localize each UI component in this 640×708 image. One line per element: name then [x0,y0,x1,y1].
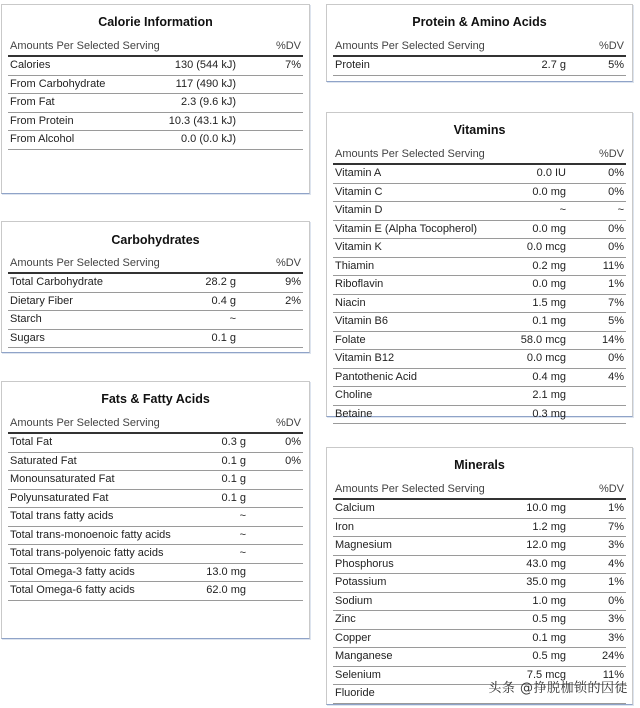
amounts-header: Amounts Per Selected Serving [8,254,238,273]
nutrient-name: Vitamin E (Alpha Tocopherol) [333,220,493,239]
nutrient-name: From Protein [8,112,148,131]
nutrient-name: Vitamin B12 [333,350,493,369]
nutrient-amount: 0.0 mcg [493,239,568,258]
nutrition-table [8,254,303,348]
table-header-row [8,414,303,433]
nutrient-dv [248,526,303,545]
nutrient-dv: 0% [568,183,626,202]
nutrient-name: Total trans fatty acids [8,508,178,527]
nutrient-name: Total Carbohydrate [8,273,158,292]
nutrient-amount: 0.0 mg [493,276,568,295]
nutrient-amount: 1.5 mg [493,294,568,313]
nutrient-amount: 58.0 mcg [493,331,568,350]
table-row [8,582,303,601]
nutrient-dv: 5% [568,56,626,75]
nutrient-name: Starch [8,311,158,330]
fats-panel [1,381,310,639]
nutrient-amount: 0.0 mg [493,183,568,202]
table-row [333,313,626,332]
nutrient-dv: 0% [248,433,303,452]
table-row [8,131,303,150]
table-row [333,555,626,574]
dv-header: %DV [238,254,303,273]
table-row [333,368,626,387]
table-row [8,94,303,113]
nutrient-name: Pantothenic Acid [333,368,493,387]
nutrient-dv: 11% [568,666,626,685]
nutrient-amount: 0.1 g [158,329,238,348]
table-header-row [8,254,303,273]
nutrient-dv [248,545,303,564]
nutrient-name: Thiamin [333,257,493,276]
nutrient-dv: 0% [568,164,626,183]
nutrient-dv: 4% [568,368,626,387]
watermark-text: 头条 @挣脱枷锁的囚徒 [488,681,628,696]
table-row [333,518,626,537]
table-row [8,433,303,452]
panel-title: Calorie Information [98,15,213,29]
nutrient-name: Riboflavin [333,276,493,295]
nutrient-amount: ~ [178,508,248,527]
table-row [8,545,303,564]
nutrient-name: Folate [333,331,493,350]
nutrient-name: From Carbohydrate [8,75,148,94]
nutrient-name: Copper [333,629,493,648]
nutrient-dv [238,131,303,150]
calorie-information-panel [1,4,310,194]
nutrient-amount: 7.5 mcg [493,666,568,685]
nutrient-name: Dietary Fiber [8,292,158,311]
nutrient-name: Vitamin K [333,239,493,258]
table-row [333,499,626,518]
panel-title: Vitamins [453,123,506,137]
table-row [8,311,303,330]
nutrient-amount: 0.0 (0.0 kJ) [148,131,238,150]
table-row [333,350,626,369]
nutrient-dv: 3% [568,629,626,648]
table-row [333,257,626,276]
nutrient-dv [568,405,626,424]
nutrient-name: Sodium [333,592,493,611]
nutrient-name: From Alcohol [8,131,148,150]
nutrient-dv [248,471,303,490]
table-row [333,239,626,258]
nutrient-dv: 1% [568,574,626,593]
nutrient-amount: ~ [158,311,238,330]
nutrient-name: Iron [333,518,493,537]
nutrient-dv: 9% [238,273,303,292]
table-row [333,387,626,406]
nutrient-name: Fluoride [333,685,493,704]
nutrient-dv: 11% [568,257,626,276]
table-row [333,294,626,313]
nutrient-amount: 0.2 mg [493,257,568,276]
table-row [8,329,303,348]
panel-title: Carbohydrates [111,233,200,247]
nutrient-amount: 2.7 g [493,56,568,75]
table-row [333,537,626,556]
nutrient-name: Total Fat [8,433,178,452]
nutrient-dv: 0% [568,592,626,611]
nutrient-dv [248,508,303,527]
nutrient-dv: 7% [568,294,626,313]
nutrient-dv [248,563,303,582]
nutrient-amount: 28.2 g [158,273,238,292]
nutrient-name: Betaine [333,405,493,424]
nutrient-dv: 14% [568,331,626,350]
table-row [333,629,626,648]
nutrient-amount: 130 (544 kJ) [148,56,238,75]
nutrient-amount: 0.0 mcg [493,350,568,369]
panel-title: Minerals [454,458,505,472]
nutrient-amount: 117 (490 kJ) [148,75,238,94]
nutrient-name: Vitamin A [333,164,493,183]
amounts-header: Amounts Per Selected Serving [333,145,568,164]
amounts-header: Amounts Per Selected Serving [8,37,238,56]
nutrient-name: Phosphorus [333,555,493,574]
table-row [8,75,303,94]
nutrient-name: Niacin [333,294,493,313]
nutrient-name: Total Omega-3 fatty acids [8,563,178,582]
nutrient-name: From Fat [8,94,148,113]
table-row [8,452,303,471]
table-row [333,331,626,350]
nutrient-dv: 0% [568,220,626,239]
nutrient-dv [238,112,303,131]
nutrient-amount: 0.0 IU [493,164,568,183]
table-header-row [333,37,626,56]
nutrition-table [333,37,626,76]
nutrient-name: Polyunsaturated Fat [8,489,178,508]
nutrient-dv [238,75,303,94]
nutrient-name: Saturated Fat [8,452,178,471]
table-row [8,471,303,490]
table-row [333,648,626,667]
nutrient-dv: 7% [238,56,303,75]
dv-header: %DV [238,37,303,56]
dv-header: %DV [248,414,303,433]
nutrient-amount: 0.4 mg [493,368,568,387]
nutrient-dv [238,94,303,113]
table-row [8,292,303,311]
panel-title: Protein & Amino Acids [412,15,547,29]
nutrient-amount: 10.3 (43.1 kJ) [148,112,238,131]
nutrient-dv [238,329,303,348]
nutrient-amount: 0.3 mg [493,405,568,424]
nutrient-name: Sugars [8,329,158,348]
nutrient-name: Potassium [333,574,493,593]
nutrient-name: Vitamin B6 [333,313,493,332]
nutrient-amount: 0.5 mg [493,648,568,667]
table-row [333,276,626,295]
table-row [333,56,626,75]
table-row [333,220,626,239]
amounts-header: Amounts Per Selected Serving [8,414,248,433]
nutrient-amount: 0.1 g [178,489,248,508]
nutrient-amount: 1.2 mg [493,518,568,537]
amounts-header: Amounts Per Selected Serving [333,37,568,56]
nutrient-name: Manganese [333,648,493,667]
table-row [8,112,303,131]
nutrient-dv [248,489,303,508]
nutrient-dv [238,311,303,330]
table-row [333,183,626,202]
nutrient-amount: 0.1 mg [493,629,568,648]
nutrient-amount: 12.0 mg [493,537,568,556]
nutrient-amount: 2.3 (9.6 kJ) [148,94,238,113]
minerals-panel [326,447,633,705]
dv-header: %DV [568,480,626,499]
nutrient-amount: 35.0 mg [493,574,568,593]
nutrition-table [333,480,626,704]
nutrient-amount: ~ [178,526,248,545]
panel-title: Fats & Fatty Acids [101,392,210,406]
nutrient-dv: 4% [568,555,626,574]
dv-header: %DV [568,145,626,164]
nutrient-amount: 1.0 mg [493,592,568,611]
nutrient-dv: 0% [568,350,626,369]
table-row [333,592,626,611]
nutrition-table [333,145,626,424]
nutrient-dv: ~ [568,202,626,221]
protein-panel [326,4,633,82]
nutrient-amount: 0.0 mg [493,220,568,239]
nutrition-table [8,37,303,150]
nutrient-amount: 0.3 g [178,433,248,452]
table-row [333,405,626,424]
table-row [333,611,626,630]
nutrient-dv: 1% [568,499,626,518]
nutrient-name: Choline [333,387,493,406]
nutrient-name: Total trans-polyenoic fatty acids [8,545,178,564]
nutrient-dv: 24% [568,648,626,667]
nutrient-name: Protein [333,56,493,75]
table-header-row [333,480,626,499]
amounts-header: Amounts Per Selected Serving [333,480,568,499]
nutrient-amount: 0.5 mg [493,611,568,630]
nutrient-amount: ~ [493,202,568,221]
carbohydrates-panel [1,221,310,353]
nutrient-dv: 7% [568,518,626,537]
nutrient-amount: 0.1 g [178,452,248,471]
nutrient-dv: 5% [568,313,626,332]
nutrient-amount: 0.1 g [178,471,248,490]
nutrition-table [8,414,303,601]
nutrient-name: Total trans-monoenoic fatty acids [8,526,178,545]
nutrient-amount: 0.1 mg [493,313,568,332]
table-row [333,164,626,183]
nutrient-dv: 1% [568,276,626,295]
vitamins-panel [326,112,633,420]
nutrient-name: Calories [8,56,148,75]
nutrient-amount: 10.0 mg [493,499,568,518]
nutrient-dv: 2% [238,292,303,311]
nutrient-amount: 43.0 mg [493,555,568,574]
nutrient-dv: 0% [568,239,626,258]
nutrient-name: Calcium [333,499,493,518]
dv-header: %DV [568,37,626,56]
nutrient-name: Zinc [333,611,493,630]
nutrient-dv: 0% [248,452,303,471]
table-row [8,526,303,545]
nutrient-amount: 13.0 mg [178,563,248,582]
nutrient-name: Selenium [333,666,493,685]
nutrient-dv [568,387,626,406]
table-row [8,489,303,508]
table-row [333,202,626,221]
nutrient-name: Monounsaturated Fat [8,471,178,490]
nutrient-dv: 3% [568,537,626,556]
nutrient-amount: 2.1 mg [493,387,568,406]
table-row [8,273,303,292]
table-row [8,56,303,75]
nutrient-name: Vitamin C [333,183,493,202]
table-row [8,563,303,582]
table-row [333,574,626,593]
table-header-row [8,37,303,56]
table-row [8,508,303,527]
nutrient-dv: 3% [568,611,626,630]
nutrient-amount: ~ [178,545,248,564]
nutrient-name: Vitamin D [333,202,493,221]
nutrient-dv [248,582,303,601]
nutrient-amount: 0.4 g [158,292,238,311]
nutrient-amount: 62.0 mg [178,582,248,601]
nutrient-name: Magnesium [333,537,493,556]
table-header-row [333,145,626,164]
nutrient-name: Total Omega-6 fatty acids [8,582,178,601]
